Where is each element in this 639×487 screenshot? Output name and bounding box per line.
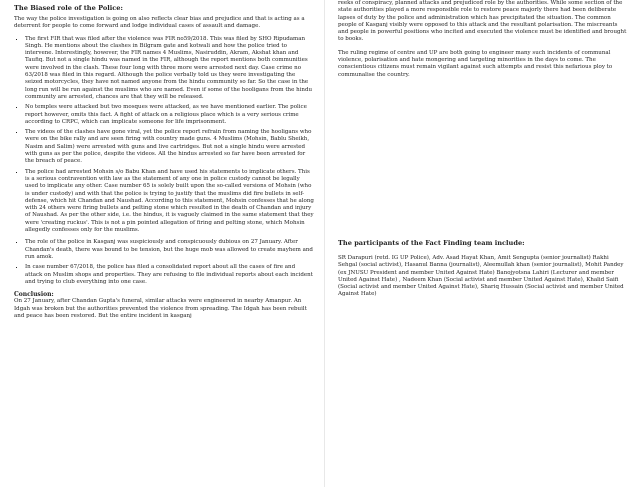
left-column	[14, 0, 314, 325]
bullet-list-2	[14, 239, 314, 286]
bullet-list-1	[14, 36, 314, 235]
conclusion-title: Conclusion:	[14, 291, 54, 299]
participants-title: The participants of the Fact Finding team include:	[338, 238, 525, 247]
continuation-paragraph: reeks of conspiracy, planned attacks and prejudiced role by the authorities. While some section of the state authorities played a more responsible role to restore peace majorly there had been deliberate lapses of duty by the police and administration which has precipitated the situation. The common people of Kasganj visibly were opposed to this attack and the resultant polarisation. The miscreants and people in powerful positions who incited and executed the violence must be identified and brought to books.	[338, 0, 627, 43]
right-column	[338, 0, 628, 304]
list-item: ▪ The first FIR that was filed after the violence was FIR no59/2018. This was filed by SHO Ripudaman Singh. He mentions about the clashes in Bilgram gate and kotwali and how the police tried to intervene. Interestingly, however, the FIR names 4 Muslims, Nasiruddin, Akram, Akshat khan and Taufiq. But not a single hindu was named in the FIR, although the report mentions both communities were involved in the clash. These four long with three more were arrested next day. Case crime no 63/2018 was filed in this regard. Although the police verbally told us they were investigating the seized motorcycles, they have not named anyone from the hindu community so far. So the case in the long run will be run against the muslims who are named. Even if some of the hooligans from the hindu community are arrested, chances are that they will be released.	[25, 36, 314, 102]
list-item: ▪ The role of the police in Kasganj was suspiciously and conspicuously dubious on 27 January. After Chandan's death, there was bound to be tension, but the huge mob was allowed to create mayhem and run amok.	[25, 239, 314, 261]
list-item: ▪ In case number 67/2018, the police has filed a consolidated report about all the cases of fire and attack on Muslim shops and properties. They are refusing to file individual reports about each incident and trying to club everything into one case.	[25, 264, 314, 286]
section-title: The Biased role of the Police:	[14, 4, 123, 12]
regime-paragraph: The ruling regime of centre and UP are both going to engineer many such incidents of communal violence, polarisation and hate mongering and targeting minorities in the days to come. The conscientious citizens must remain vigilant against such attempts and resist this nefarious ploy to communalise the country.	[338, 49, 613, 78]
intro-paragraph: The way the police investigation is going on also reflects clear bias and prejudice and that is acting as a deterrent for people to come forward and lodge individual cases of assault and damage.	[14, 16, 305, 30]
list-item: ▪ The police had arrested Mohsin s/o Babu Khan and have used his statements to implicate others. This is a serious contravention with law as the statement of any one in police custody cannot be legally used to implicate any other. Case number 65 is solely built upon the so-called versions of Mohsin (who is under custody) and with that the police is trying to justify that the muslims did fire bullets in self-defense, which hit Chandan and Naushad. According to this statement, Mohsin confesses that he along with 24 others were firing bullets and pelting stone which resulted in the death of Chandan and injury of Naushad. As per the other side, i.e. the hindus, it is vaguely claimed in the same statement that they were 'creating ruckus'. This is not a pin pointed allegation of firing and pelting stone, which Mohsin allegedly confesses only for the muslims.	[25, 169, 314, 235]
list-item: ▪ No temples were attacked but two mosques were attacked, as we have mentioned earlier. The police report however, omits this fact. A fight of attack on a religious place which is a very serious crime according to CRPC, which can implicate someone for life imprisonment.	[25, 104, 314, 126]
participants-paragraph: SR Darapuri (retd. IG UP Police), Adv. Asad Hayat Khan, Amit Sengupta (senior journalist) Rakhi Sehgal (social activist), Hasanul Banna (journalist), Aleemullah khan (senior journalist), Mohit Pandey (ex JNUSU President and member United Against Hate) Banojyotsna Lahiri (Lecturer and member United Against Hate) , Nadeem Khan (Social activist and member United Against Hate), Khalid Saifi (Social activist and member United Against Hate), Shariq Hussain (Social activist and member United Against Hate)	[338, 254, 624, 298]
column-divider	[324, 0, 325, 487]
conclusion-paragraph: On 27 January, after Chandan Gupta's funeral, similar attacks were engineered in nearby Amanpur. An Idgah was broken but the authorities prevented the violence from spreading. The Idgah has been rebuilt and peace has been restored. But the entire incident in kasganj	[14, 298, 307, 319]
list-item: ▪ The videos of the clashes have gone viral, yet the police report refrain from naming the hooligans who were on the bike rally and are seen firing with country made guns. 4 Muslims (Mohsin, Bablu Sheikh, Nasim and Salim) were arrested with guns and live cartridges. But not a single hindu were arrested with guns as per the police, despite the videos. All the hindus arrested so far have been arrested for the breach of peace.	[25, 129, 314, 165]
